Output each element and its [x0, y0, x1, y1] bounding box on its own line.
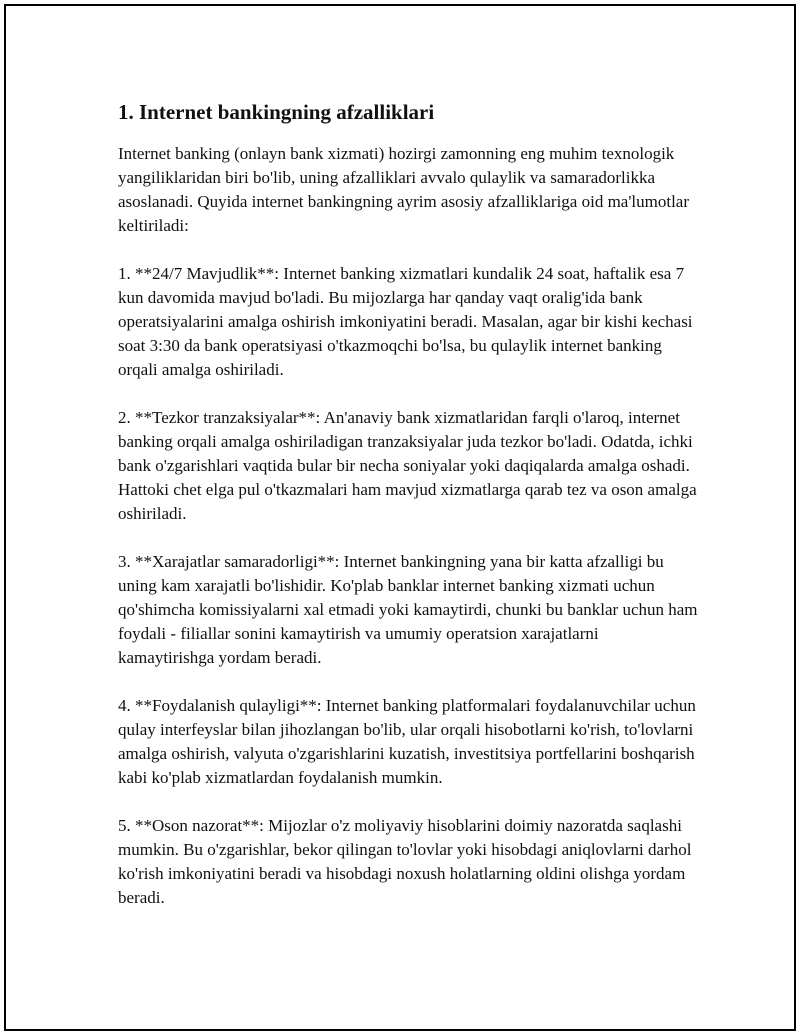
- paragraph-easy-control: 5. **Oson nazorat**: Mijozlar o'z moliyaviy hisoblarini doimiy nazoratda saqlashi mumkin. Bu o'zgarishlar, bekor qilingan to'lovlar yoki hisobdagi aniqlovlarni darhol ko'rish imkoniyatini beradi va hisobdagi noxush holatlarning oldini olishga yordam beradi.: [118, 816, 692, 907]
- section-heading: 1. Internet bankingning afzalliklari: [118, 100, 435, 124]
- paragraph-ease-of-use: 4. **Foydalanish qulayligi**: Internet banking platformalari foydalanuvchilar uchun qulay interfeyslar bilan jihozlangan bo'lib, ular orqali hisobotlarni ko'rish, to'lovlarni amalga oshirish, valyuta o'zgarishlarini kuzatish, investitsiya portfellarini boshqarish kabi ko'plab xizmatlardan foydalanish mumkin.: [118, 696, 696, 787]
- page-frame: [4, 4, 796, 1031]
- paragraph-fast-transactions: 2. **Tezkor tranzaksiyalar**: An'anaviy bank xizmatlaridan farqli o'laroq, internet banking orqali amalga oshiriladigan tranzaksiyalar juda tezkor bo'ladi. Odatda, ichki bank o'zgarishlari vaqtida bular bir necha soniyalar yoki daqiqalarda amalga oshadi. Hattoki chet elga pul o'tkazmalari ham mavjud xizmatlarga qarab tez va oson amalga oshiriladi.: [118, 408, 697, 523]
- paragraph-availability: 1. **24/7 Mavjudlik**: Internet banking xizmatlari kundalik 24 soat, haftalik esa 7 kun davomida mavjud bo'ladi. Bu mijozlarga har qanday vaqt oralig'ida bank operatsiyalarini amalga oshirish imkoniyatini beradi. Masalan, agar bir kishi kechasi soat 3:30 da bank operatsiyasi o'tkazmoqchi bo'lsa, bu qulaylik internet banking orqali amalga oshiriladi.: [118, 264, 693, 379]
- intro-paragraph: Internet banking (onlayn bank xizmati) hozirgi zamonning eng muhim texnologik yangiliklaridan biri bo'lib, uning afzalliklari avvalo qulaylik va samaradorlikka asoslanadi. Quyida internet bankingning ayrim asosiy afzalliklariga oid ma'lumotlar keltiriladi:: [118, 144, 689, 235]
- document-body: [118, 98, 698, 934]
- paragraph-cost-efficiency: 3. **Xarajatlar samaradorligi**: Internet bankingning yana bir katta afzalligi bu uning kam xarajatli bo'lishidir. Ko'plab banklar internet banking xizmati uchun qo'shimcha komissiyalarni xal etmadi yoki kamaytirdi, chunki bu banklar uchun ham foydali - filiallar sonini kamaytirish va umumiy operatsion xarajatlarni kamaytirishga yordam beradi.: [118, 552, 698, 667]
